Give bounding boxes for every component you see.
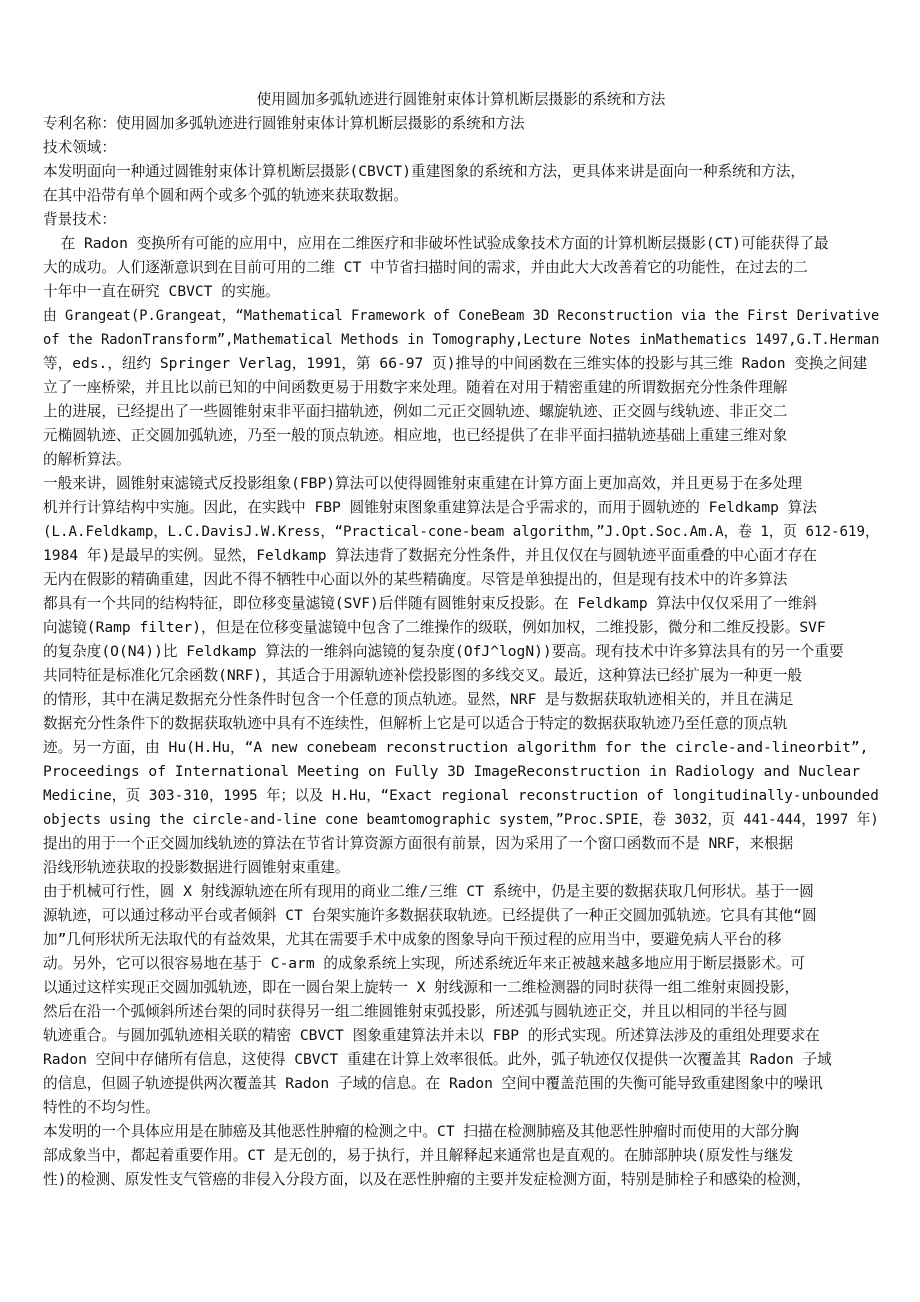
- text-line: Proceedings of International Meeting on Fully 3D ImageReconstruction in Radiology and Nuclear: [43, 763, 861, 780]
- text-line: 部成象当中，都起着重要作用。CT 是无创的，易于执行，并且解释起来通常也是直观的。在肺部肿块(原发性与继发: [43, 1147, 794, 1164]
- text-line: 特性的不均匀性。: [43, 1099, 160, 1116]
- text-line: 源轨迹，可以通过移动平台或者倾斜 CT 台架实施许多数据获取轨迹。已经提供了一种正交圆加弧轨迹。它具有其他“圆: [43, 907, 817, 924]
- text-line: objects using the circle-and-line cone beamtomographic system，”Proc.SPIE，卷 3032，页 441-444，1997 年): [43, 811, 879, 828]
- text-line: 十年中一直在研究 CBVCT 的实施。: [43, 283, 280, 300]
- text-line: Medicine，页 303-310，1995 年；以及 H.Hu，“Exact regional reconstruction of longitudinally-unbounded: [43, 787, 879, 804]
- text-line: (L.A.Feldkamp，L.C.DavisJ.W.Kress，“Practical-cone-beam algorithm，”J.Opt.Soc.Am.A，卷 1，页 612-619，: [43, 523, 880, 540]
- text-line: 机并行计算结构中实施。因此，在实践中 FBP 圆锥射束图象重建算法是合乎需求的，而用于圆轨迹的 Feldkamp 算法: [43, 499, 817, 516]
- document-body: [43, 88, 879, 1192]
- text-line: 动。另外，它可以很容易地在基于 C-arm 的成象系统上实现，所述系统近年来正被越来越多地应用于断层摄影术。可: [43, 955, 806, 972]
- text-line: 的信息，但圆子轨迹提供两次覆盖其 Radon 子域的信息。在 Radon 空间中覆盖范围的失衡可能导致重建图象中的噪讯: [43, 1075, 823, 1092]
- text-line: 向滤镜(Ramp filter)，但是在位移变量滤镜中包含了二维操作的级联，例如加权，二维投影，微分和二维反投影。SVF: [43, 619, 826, 636]
- text-line: 都具有一个共同的结构特征，即位移变量滤镜(SVF)后伴随有圆锥射束反投影。在 Feldkamp 算法中仅仅采用了一维斜: [43, 595, 817, 612]
- text-line: 沿线形轨迹获取的投影数据进行圆锥射束重建。: [43, 859, 350, 876]
- text-line: 数据充分性条件下的数据获取轨迹中具有不连续性，但解析上它是可以适合于特定的数据获取轨迹乃至任意的顶点轨: [43, 715, 788, 732]
- text-line: Radon 空间中存储所有信息，这使得 CBVCT 重建在计算上效率很低。此外，弧子轨迹仅仅提供一次覆盖其 Radon 子域: [43, 1051, 832, 1068]
- text-line: of the RadonTransform”,Mathematical Methods in Tomography,Lecture Notes inMathematics 1497,G.T.Herman: [43, 331, 880, 348]
- document-title: 使用圆加多弧轨迹进行圆锥射束体计算机断层摄影的系统和方法: [256, 91, 666, 108]
- text-line: 轨迹重合。与圆加弧轨迹相关联的精密 CBVCT 图象重建算法并未以 FBP 的形式实现。所述算法涉及的重组处理要求在: [43, 1027, 820, 1044]
- text-line: 提出的用于一个正交圆加线轨迹的算法在节省计算资源方面很有前景，因为采用了一个窗口函数而不是 NRF，来根据: [43, 835, 794, 852]
- text-line: 立了一座桥梁，并且比以前已知的中间函数更易于用数字来处理。随着在对用于精密重建的所谓数据充分性条件理解: [43, 379, 788, 396]
- text-line: 的解析算法。: [43, 451, 131, 468]
- text-line: 专利名称：使用圆加多弧轨迹进行圆锥射束体计算机断层摄影的系统和方法: [43, 115, 525, 132]
- text-line: 元椭圆轨迹、正交圆加弧轨迹，乃至一般的顶点轨迹。相应地，也已经提供了在非平面扫描轨迹基础上重建三维对象: [43, 427, 788, 444]
- text-line: 加”几何形状所无法取代的有益效果，尤其在需要手术中成象的图象导向干预过程的应用当中，要避免病人平台的移: [43, 931, 782, 948]
- text-line: 大的成功。人们逐渐意识到在目前可用的二维 CT 中节省扫描时间的需求，并由此大大改善着它的功能性，在过去的二: [43, 259, 808, 276]
- text-line: 无内在假影的精确重建，因此不得不牺牲中心面以外的某些精确度。尽管是单独提出的，但是现有技术中的许多算法: [43, 571, 788, 588]
- text-line: 一般来讲，圆锥射束滤镜式反投影组象(FBP)算法可以使得圆锥射束重建在计算方面上更加高效，并且更易于在多处理: [43, 475, 803, 492]
- text-line: 以通过这样实现正交圆加弧轨迹，即在一圆台架上旋转一 X 射线源和一二维检测器的同时获得一组二维射束圆投影，: [43, 979, 800, 996]
- text-line: 本发明面向一种通过圆锥射束体计算机断层摄影(CBVCT)重建图象的系统和方法，更具体来讲是面向一种系统和方法，: [43, 163, 806, 180]
- text-line: 迹。另一方面，由 Hu(H.Hu，“A new conebeam reconstruction algorithm for the circle-and-lineorbit”,: [43, 739, 869, 756]
- text-line: 本发明的一个具体应用是在肺癌及其他恶性肿瘤的检测之中。CT 扫描在检测肺癌及其他恶性肿瘤时而使用的大部分胸: [43, 1123, 800, 1140]
- text-line: 共同特征是标准化冗余函数(NRF)，其适合于用源轨迹补偿投影图的多线交叉。最近，这种算法已经扩展为一种更一般: [43, 667, 803, 684]
- text-line: 性)的检测、原发性支气管癌的非侵入分段方面，以及在恶性肿瘤的主要并发症检测方面，特别是肺栓子和感染的检测，: [43, 1171, 811, 1188]
- text-line: 背景技术：: [43, 211, 116, 228]
- text-line: 在其中沿带有单个圆和两个或多个弧的轨迹来获取数据。: [43, 187, 408, 204]
- text-line: 技术领域：: [43, 139, 116, 156]
- text-line: 在 Radon 变换所有可能的应用中，应用在二维医疗和非破坏性试验成象技术方面的计算机断层摄影(CT)可能获得了最: [43, 235, 829, 252]
- text-line: 由于机械可行性，圆 X 射线源轨迹在所有现用的商业二维/三维 CT 系统中，仍是主要的数据获取几何形状。基于一圆: [43, 883, 814, 900]
- text-line: 的复杂度(O(N4))比 Feldkamp 算法的一维斜向滤镜的复杂度(OfJ^logN))要高。现有技术中许多算法具有的另一个重要: [43, 643, 844, 660]
- text-line: 1984 年)是最早的实例。显然，Feldkamp 算法违背了数据充分性条件，并且仅仅在与圆轨迹平面重叠的中心面才存在: [43, 547, 817, 564]
- text-line: 由 Grangeat(P.Grangeat，“Mathematical Framework of ConeBeam 3D Reconstruction via the First Derivative: [43, 307, 880, 324]
- text-line: 然后在沿一个弧倾斜所述台架的同时获得另一组二维圆锥射束弧投影，所述弧与圆轨迹正交，并且以相同的半径与圆: [43, 1003, 788, 1020]
- text-line: 的情形，其中在满足数据充分性条件时包含一个任意的顶点轨迹。显然，NRF 是与数据获取轨迹相关的，并且在满足: [43, 691, 794, 708]
- text-line: 等，eds.，纽约 Springer Verlag，1991，第 66-97 页)推导的中间函数在三维实体的投影与其三维 Radon 变换之间建: [43, 355, 868, 372]
- text-line: 上的进展，已经提出了一些圆锥射束非平面扫描轨迹，例如二元正交圆轨迹、螺旋轨迹、正交圆与线轨迹、非正交二: [43, 403, 788, 420]
